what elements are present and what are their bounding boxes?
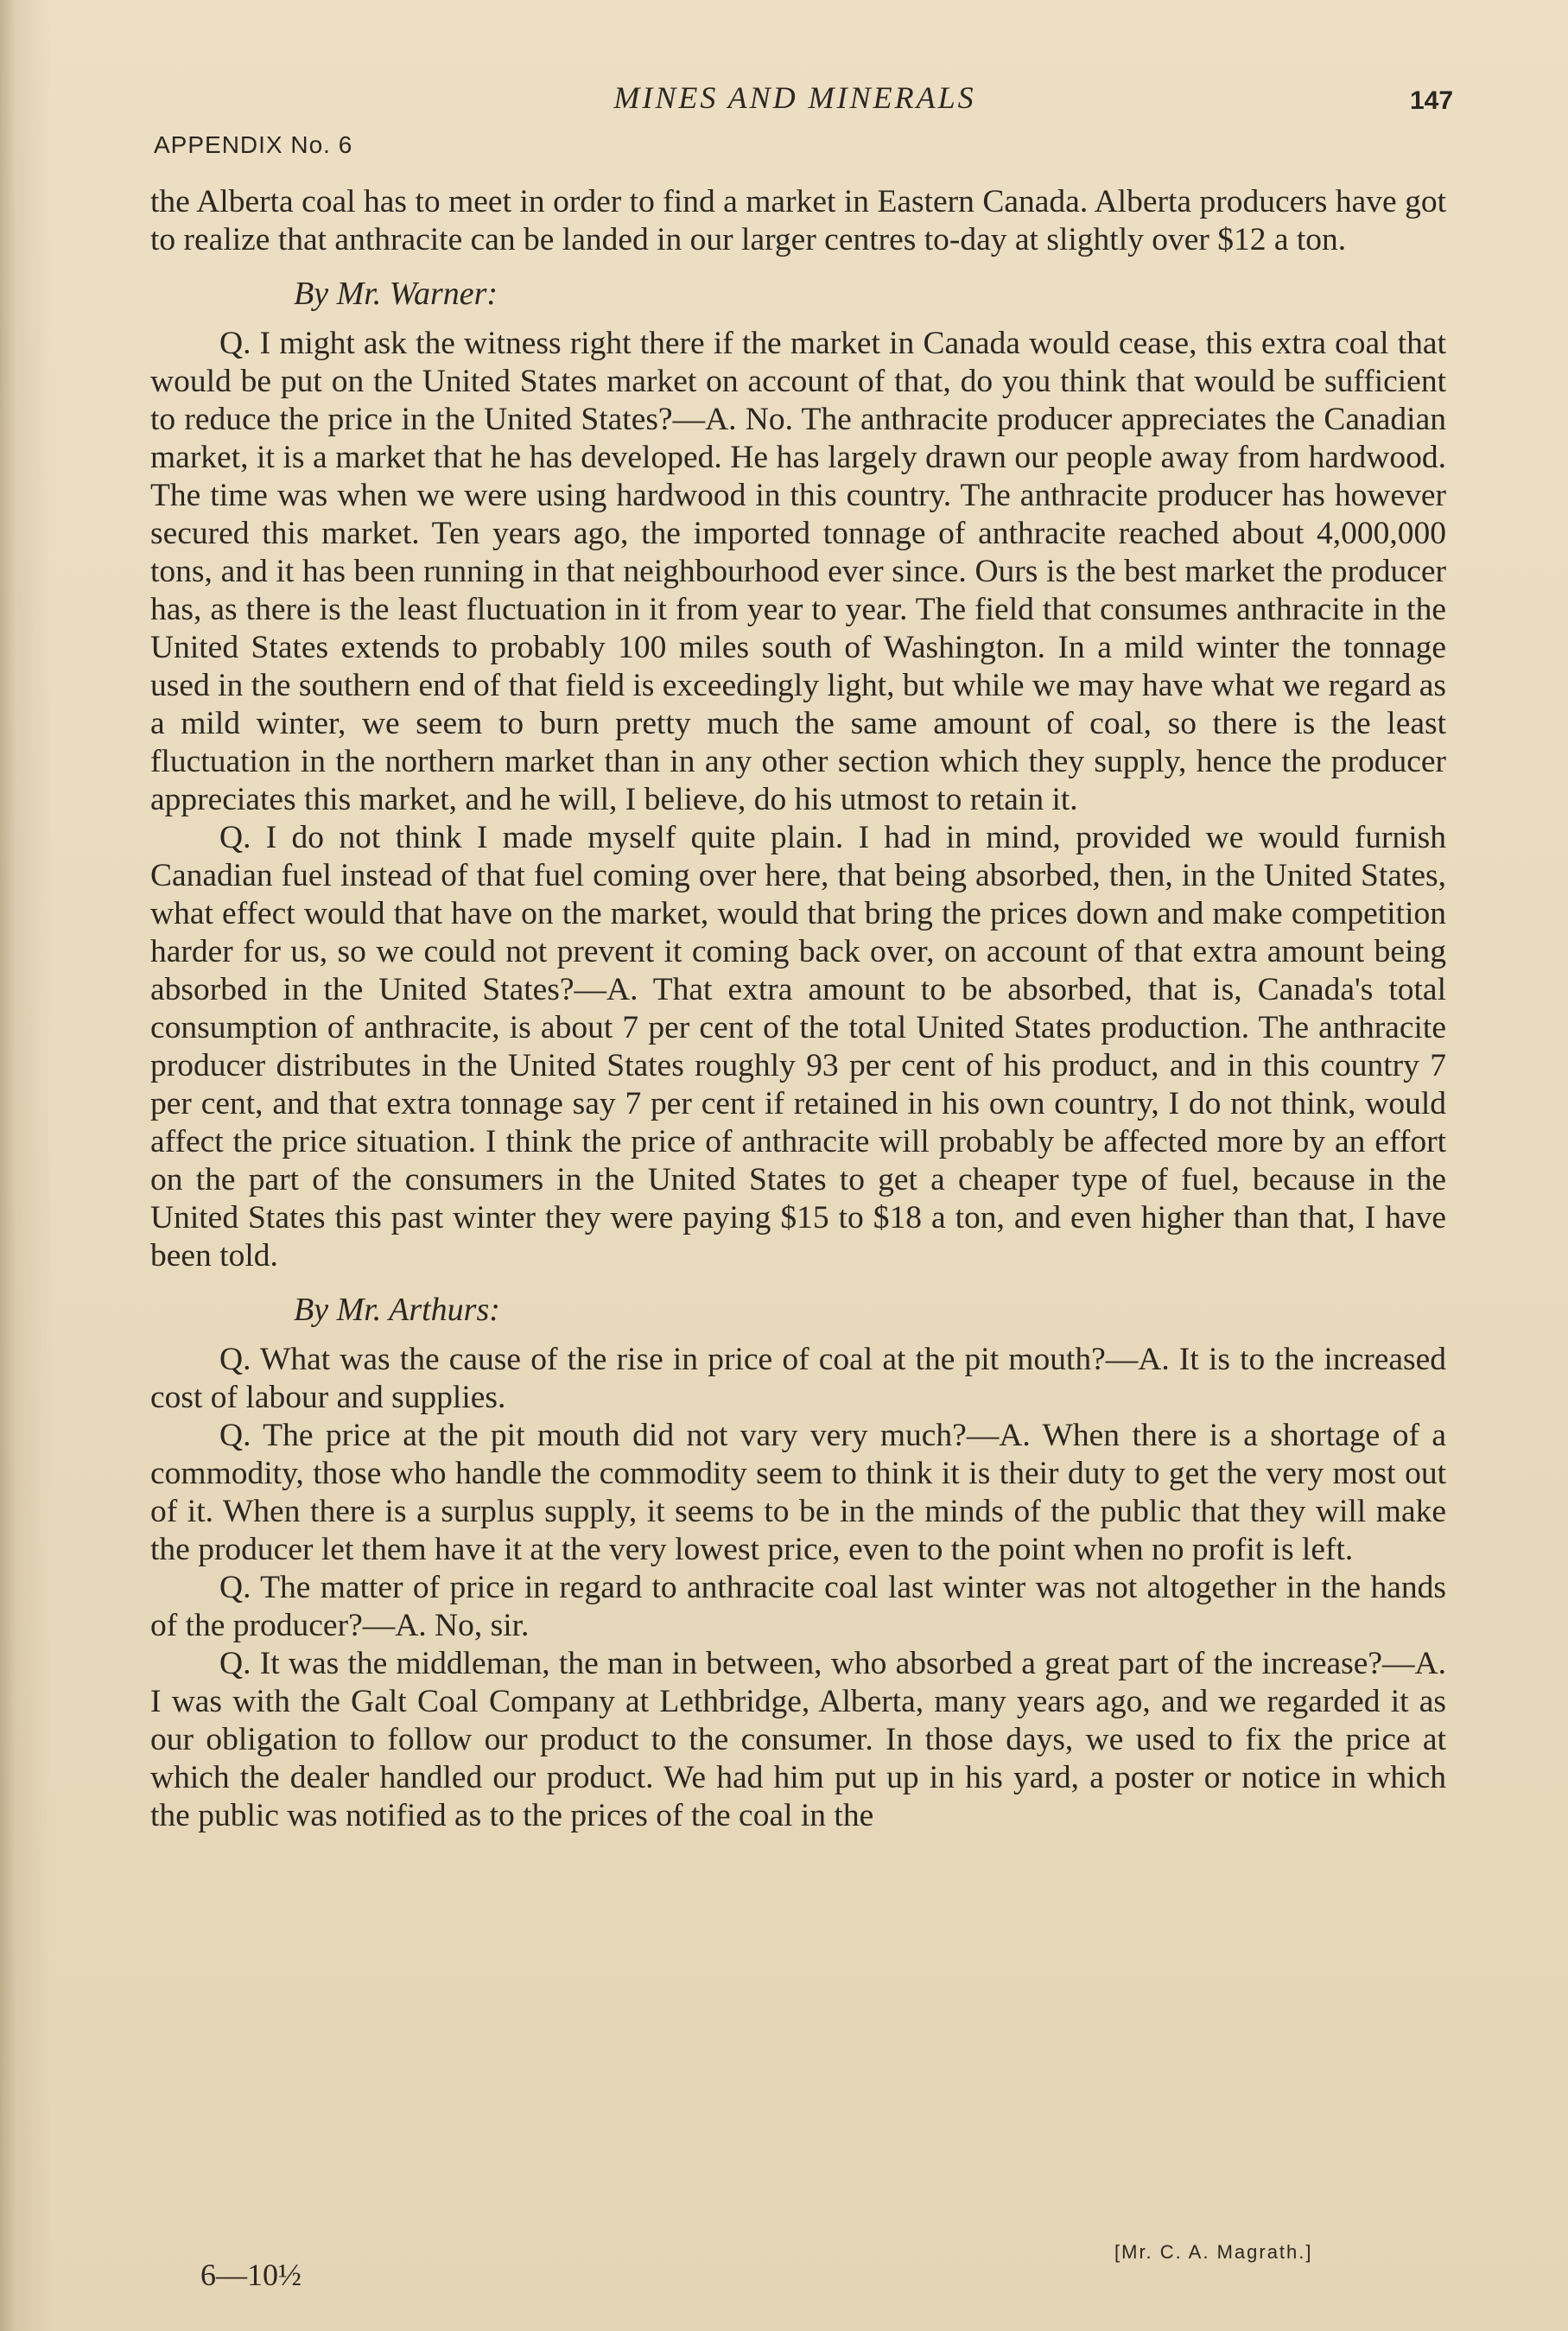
- speaker-heading-warner: By Mr. Warner:: [294, 276, 498, 312]
- paragraph-2: Q. I might ask the witness right there if the market in Canada would cease, this extra coal that would be put on the United States market on account of that, do you think that would be sufficient to reduce the price in the United States?—A. No. The anthracite producer appreciates the Canadian market, it is a market that he has developed. He has largely drawn our people away from hardwood. The time was when we were using hardwood in this country. The anthracite producer has however secured this market. Ten years ago, the imported tonnage of anthracite reached about 4,000,000 tons, and it has been running in that neighbourhood ever since. Ours is the best market the producer has, as there is the least fluctuation in it from year to year. The field that consumes anthracite in the United States extends to probably 100 miles south of Washington. In a mild winter the tonnage used in the southern end of that field is exceedingly light, but while we may have what we regard as a mild winter, we seem to burn pretty much the same amount of coal, so there is the least fluctuation in the northern market than in any other section which they supply, hence the producer appreciates this market, and he will, I believe, do his utmost to retain it.: [150, 326, 1446, 817]
- running-title: MINES AND MINERALS: [613, 80, 976, 115]
- appendix-label: APPENDIX No. 6: [154, 131, 353, 158]
- paragraph-5: Q. The price at the pit mouth did not vary very much?—A. When there is a shortage of a commodity, those who handle the commodity seem to think it is their duty to get the very most out of it. When there is a surplus supply, it seems to be in the minds of the public that they will make the producer let them have it at the very lowest price, even to the point when no profit is left.: [150, 1418, 1446, 1567]
- speaker-note: [Mr. C. A. Magrath.]: [1114, 2241, 1313, 2263]
- paragraph-3: Q. I do not think I made myself quite plain. I had in mind, provided we would furnish Canadian fuel instead of that fuel coming over here, that being absorbed, then, in the United States, what effect would that have on the market, would that bring the prices down and make competition harder for us, so we could not prevent it coming back over, on account of that extra amount being absorbed in the United States?—A. That extra amount to be absorbed, that is, Canada's total consumption of anthracite, is about 7 per cent of the total United States production. The anthracite producer distributes in the United States roughly 93 per cent of his product, and in this country 7 per cent, and that extra tonnage say 7 per cent if retained in his own country, I do not think, would affect the price situation. I think the price of anthracite will probably be affected more by an effort on the part of the consumers in the United States to get a cheaper type of fuel, because in the United States this past winter they were paying $15 to $18 a ton, and even higher than that, I have been told.: [150, 820, 1446, 1273]
- body-text: [150, 183, 1446, 1835]
- paragraph-1: the Alberta coal has to meet in order to find a market in Eastern Canada. Alberta producers have got to realize that anthracite can be landed in our larger centres to-day at slightly over $12 a ton.: [150, 184, 1446, 257]
- paragraph-7: Q. It was the middleman, the man in between, who absorbed a great part of the increase?—A. I was with the Galt Coal Company at Lethbridge, Alberta, many years ago, and we regarded it as our obligation to follow our product to the consumer. In those days, we used to fix the price at which the dealer handled our product. We had him put up in his yard, a poster or notice in which the public was notified as to the prices of the coal in the: [150, 1646, 1446, 1833]
- paragraph-4: Q. What was the cause of the rise in price of coal at the pit mouth?—A. It is to the increased cost of labour and supplies.: [150, 1342, 1446, 1415]
- paragraph-6: Q. The matter of price in regard to anthracite coal last winter was not altogether in the hands of the producer?—A. No, sir.: [150, 1570, 1446, 1643]
- page-number: 147: [1410, 86, 1454, 115]
- signature-mark: 6—10½: [200, 2258, 302, 2292]
- speaker-heading-arthurs: By Mr. Arthurs:: [294, 1292, 500, 1328]
